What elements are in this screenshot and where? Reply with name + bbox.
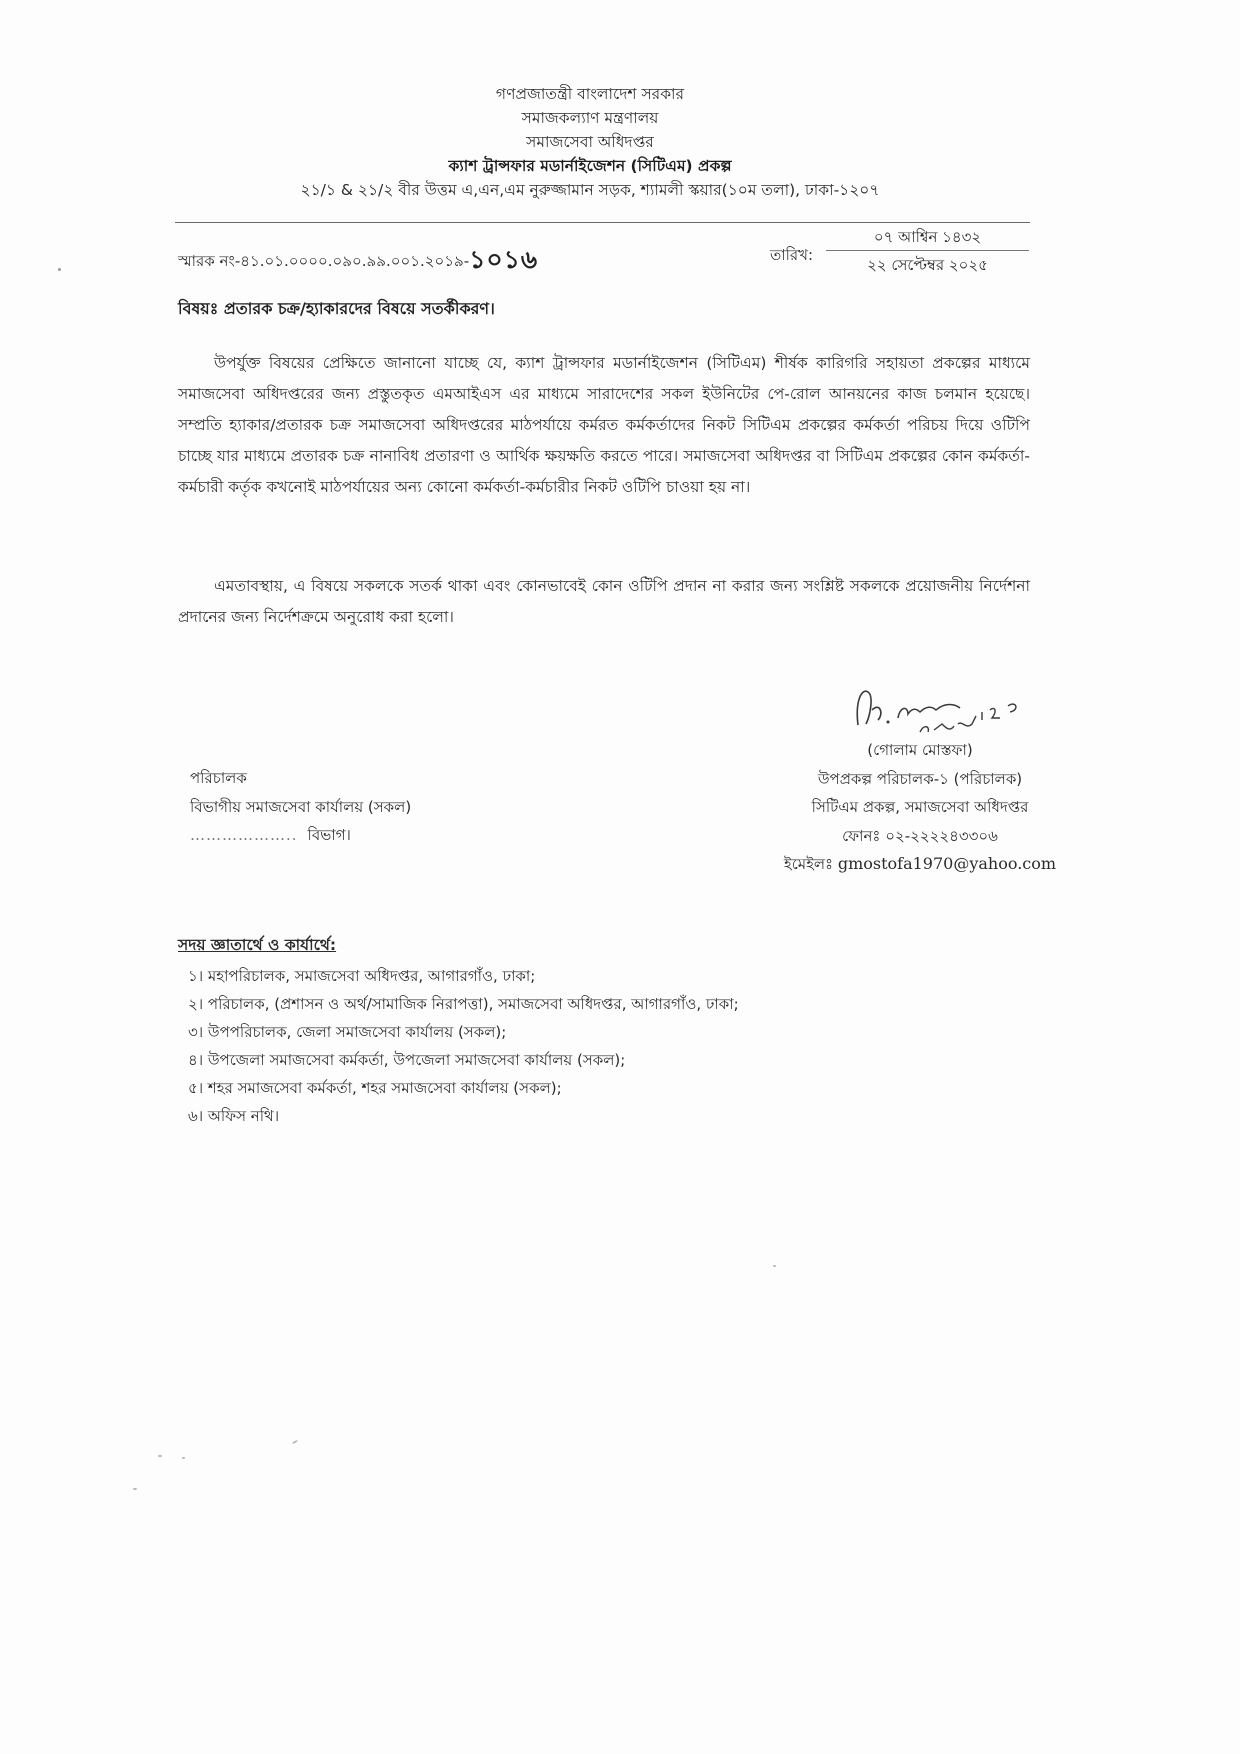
project-name: ক্যাশ ট্রান্সফার মডার্নাইজেশন (সিটিএম) প্রকল্প [448, 157, 732, 175]
signatory-name: (গোলাম মোস্তফা) [867, 741, 973, 759]
date-block [826, 224, 1029, 279]
government-name: গণপ্রজাতন্ত্রী বাংলাদেশ সরকার [495, 85, 685, 103]
cc-item: ৬। অফিস নথি। [188, 1107, 280, 1125]
phone-label: ফোনঃ [842, 826, 881, 845]
scan-speck [182, 1457, 185, 1459]
signatory-designation: উপপ্রকল্প পরিচালক-১ (পরিচালক) [817, 769, 1023, 788]
scan-speck [292, 1440, 298, 1445]
memo-handwritten-number: ১০১৬ [469, 245, 539, 274]
handwritten-signature [850, 680, 1030, 740]
addressee-title: পরিচালক [190, 769, 247, 787]
signatory-email-line [760, 850, 1080, 879]
cc-item: ১। মহাপরিচালক, সমাজসেবা অধিদপ্তর, আগারগাঁও, ঢাকা; [188, 967, 536, 985]
ministry-name: সমাজকল্যাণ মন্ত্রণালয় [521, 109, 659, 127]
cc-list [188, 962, 739, 1130]
date-label: তারিখ: [770, 246, 814, 264]
phone-number: ০২-২২২২৪৩৩০৬ [885, 826, 998, 845]
memo-number [178, 240, 538, 283]
email-address[interactable]: gmostofa1970@yahoo.com [837, 854, 1057, 873]
signature-block [760, 736, 1080, 879]
scan-speck [58, 268, 61, 271]
memo-label: স্মারক নং-৪১.০১.০০০০.০৯০.৯৯.০০১.২০১৯- [178, 252, 470, 270]
body-paragraph-1 [178, 348, 1030, 503]
office-address: ২১/১ & ২১/২ বীর উত্তম এ,এন,এম নুরুজ্জামান সড়ক, শ্যামলী স্কয়ার(১০ম তলা), ঢাকা-১২০৭ [300, 181, 880, 199]
cc-item: ৩। উপপরিচালক, জেলা সমাজসেবা কার্যালয় (সকল); [188, 1023, 507, 1041]
letterhead [240, 82, 940, 202]
signatory-phone-line [760, 822, 1080, 851]
addressee-block [190, 764, 411, 850]
email-label: ইমেইলঃ [783, 855, 834, 873]
cc-item: ৪। উপজেলা সমাজসেবা কর্মকর্তা, উপজেলা সমাজসেবা কার্যালয় (সকল); [188, 1051, 626, 1069]
header-divider [175, 222, 1030, 223]
department-name: সমাজসেবা অধিদপ্তর [526, 133, 654, 151]
scan-speck [133, 1488, 137, 1490]
body-paragraph-2-text: এমতাবস্থায়, এ বিষয়ে সকলকে সতর্ক থাকা এবং কোনভাবেই কোন ওটিপি প্রদান না করার জন্য সংশ্লিষ্ট সকলকে প্রয়োজনীয় নির্দেশনা প্রদানের জন্য নির্দেশক্রমে অনুরোধ করা হলো। [178, 577, 1030, 626]
english-date: ২২ সেপ্টেম্বর ২০২৫ [867, 256, 988, 274]
scan-speck [158, 1455, 162, 1457]
addressee-division-line [190, 821, 411, 850]
scan-speck [773, 1265, 776, 1267]
addressee-office: বিভাগীয় সমাজসেবা কার্যালয় (সকল) [190, 797, 412, 816]
cc-item: ৫। শহর সমাজসেবা কর্মকর্তা, শহর সমাজসেবা কার্যালয় (সকল); [188, 1079, 562, 1097]
cc-item: ২। পরিচালক, (প্রশাসন ও অর্থ/সামাজিক নিরাপত্তা), সমাজসেবা অধিদপ্তর, আগারগাঁও, ঢাকা; [188, 995, 739, 1013]
blank-placeholder: ……………….. [190, 826, 298, 844]
cc-heading: সদয় জ্ঞাতার্থে ও কার্যার্থে: [178, 936, 337, 954]
addressee-division: বিভাগ। [307, 826, 351, 844]
body-paragraph-1-text: উপর্যুক্ত বিষয়ের প্রেক্ষিতে জানানো যাচ্ছে যে, ক্যাশ ট্রান্সফার মডার্নাইজেশন (সিটিএম) শীর্ষক কারিগরি সহায়তা প্রকল্পের মাধ্যমে সমাজসেবা অধিদপ্তরের জন্য প্রস্তুতকৃত এমআইএস এর মাধ্যমে সারাদেশের সকল ইউনিটের পে-রোল আনয়নের কাজ চলমান হয়েছে। সম্প্রতি হ্যাকার/প্রতারক চক্র সমাজসেবা অধিদপ্তরের মাঠপর্যায়ে কর্মরত কর্মকর্তাদের নিকট সিটিএম প্রকল্পের কর্মকর্তা পরিচয় দিয়ে ওটিপি চাচ্ছে যার মাধ্যমে প্রতারক চক্র নানাবিধ প্রতারণা ও আর্থিক ক্ষয়ক্ষতি করতে পারে। সমাজসেবা অধিদপ্তর বা সিটিএম প্রকল্পের কোন কর্মকর্তা-কর্মচারী কর্তৃক কখনোই মাঠপর্যায়ের অন্য কোনো কর্মকর্তা-কর্মচারীর নিকট ওটিপি চাওয়া হয় না। [178, 354, 1030, 496]
body-paragraph-2 [178, 571, 1030, 633]
bangla-date: ০৭ আশ্বিন ১৪৩২ [826, 224, 1029, 251]
signatory-office: সিটিএম প্রকল্প, সমাজসেবা অধিদপ্তর [811, 798, 1029, 816]
subject-line: বিষয়ঃ প্রতারক চক্র/হ্যাকারদের বিষয়ে সতর্কীকরণ। [178, 299, 495, 318]
